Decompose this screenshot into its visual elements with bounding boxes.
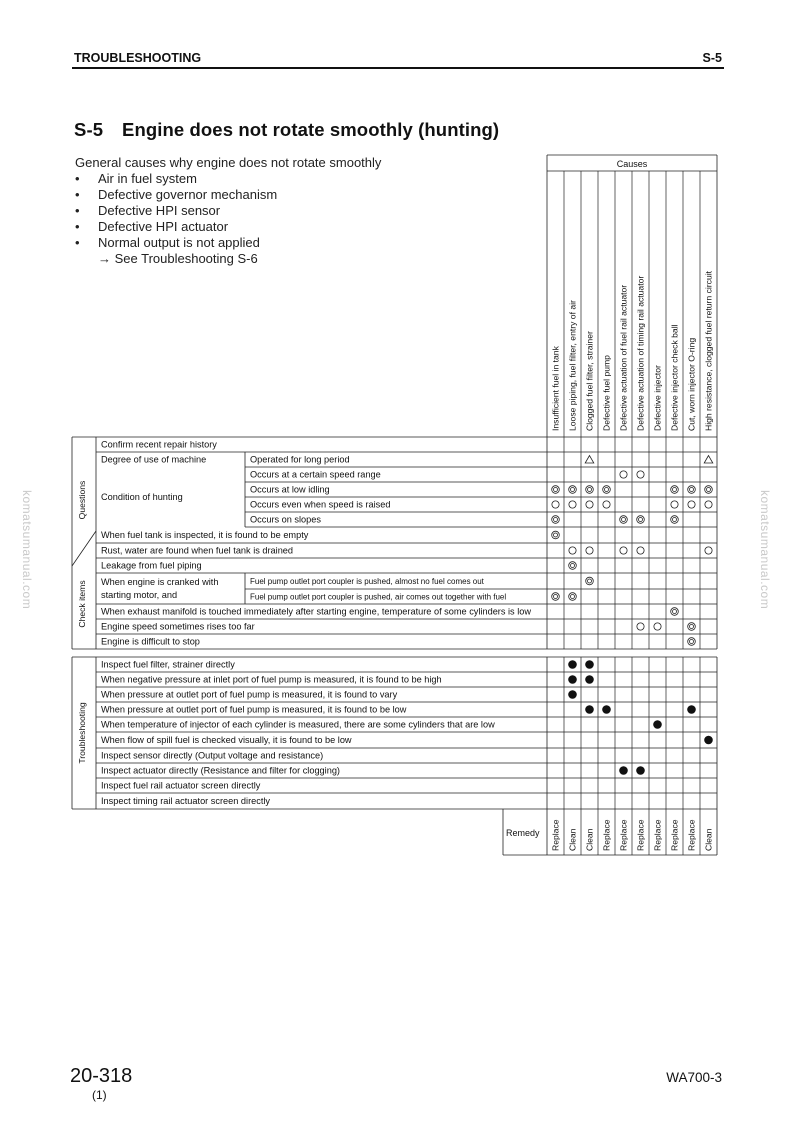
remedy-value: Clean — [584, 828, 595, 851]
likely-cause-inner-icon — [554, 595, 558, 599]
likely-cause-icon — [569, 562, 577, 570]
likely-cause-icon — [552, 593, 560, 601]
cause-item: • Defective HPI actuator — [75, 219, 229, 234]
header-page-code: S-5 — [702, 51, 722, 65]
likely-cause-icon — [688, 638, 696, 646]
troubleshooting-row-label: Inspect fuel filter, strainer directly — [101, 659, 235, 670]
remedy-value: Replace — [550, 819, 561, 851]
bullet-icon: • — [75, 219, 80, 234]
likely-cause-inner-icon — [639, 518, 643, 522]
confirmed-cause-icon — [585, 660, 594, 669]
cause-item: • Defective HPI sensor — [75, 203, 221, 218]
likely-cause-icon — [620, 516, 628, 524]
possible-cause-icon — [569, 547, 576, 554]
remedy-value: Replace — [601, 819, 612, 851]
row-label-sub: Occurs at low idling — [250, 484, 330, 495]
possible-cause-icon — [620, 471, 627, 478]
cause-column-label: Defective actuation of timing rail actuator — [635, 275, 646, 431]
likely-cause-icon — [586, 577, 594, 585]
bullet-icon: • — [75, 203, 80, 218]
watermark-right: komatsumanual.com — [758, 490, 772, 610]
confirmed-cause-icon — [653, 720, 662, 729]
row-label-main-line2: starting motor, and — [101, 590, 178, 600]
cause-column-label: High resistance, clogged fuel return circuit — [703, 270, 714, 431]
header-section-title: TROUBLESHOOTING — [74, 51, 202, 65]
troubleshooting-row-label: Inspect actuator directly (Resistance and filter for clogging) — [101, 765, 340, 776]
likely-cause-inner-icon — [690, 488, 694, 492]
likely-cause-inner-icon — [673, 488, 677, 492]
grid-line — [72, 531, 96, 566]
group-label-troubleshooting: Troubleshooting — [77, 702, 87, 764]
likely-cause-icon — [586, 486, 594, 494]
troubleshooting-row-label: When pressure at outlet port of fuel pump is measured, it is found to vary — [101, 689, 398, 700]
row-label-main: Engine is difficult to stop — [101, 636, 200, 647]
possible-cause-icon — [637, 471, 644, 478]
troubleshooting-row-label: Inspect sensor directly (Output voltage and resistance) — [101, 750, 324, 761]
title-text: Engine does not rotate smoothly (hunting) — [122, 119, 500, 140]
footer-model: WA700-3 — [666, 1070, 722, 1085]
troubleshooting-row-label: Inspect timing rail actuator screen directly — [101, 796, 271, 806]
likely-cause-icon — [552, 486, 560, 494]
likely-cause-inner-icon — [554, 518, 558, 522]
cause-column-label: Clogged fuel filter, strainer — [584, 331, 595, 431]
likely-cause-inner-icon — [588, 579, 592, 583]
likely-cause-icon — [552, 531, 560, 539]
likely-cause-icon — [671, 486, 679, 494]
likely-cause-inner-icon — [554, 533, 558, 537]
row-label-sub: Fuel pump outlet port coupler is pushed, air comes out together with fuel — [250, 592, 507, 602]
possible-cause-icon — [671, 501, 678, 508]
possible-cause-icon — [552, 501, 559, 508]
confirmed-cause-icon — [602, 705, 611, 714]
possible-cause-icon — [688, 501, 695, 508]
see-reference: → See Troubleshooting S-6 — [98, 251, 258, 266]
troubleshooting-row-label: When negative pressure at inlet port of fuel pump is measured, it is found to be high — [101, 674, 442, 685]
likely-cause-inner-icon — [673, 518, 677, 522]
cause-column-label: Loose piping, fuel filter, entry of air — [567, 300, 578, 431]
likely-cause-icon — [637, 516, 645, 524]
confirmed-cause-icon — [568, 690, 577, 699]
likely-cause-inner-icon — [571, 488, 575, 492]
likely-cause-inner-icon — [673, 610, 677, 614]
row-label-main: When engine is cranked with — [101, 577, 219, 587]
row-label-sub: Operated for long period — [250, 454, 350, 465]
remedy-value: Clean — [567, 828, 578, 851]
troubleshooting-row-label: When flow of spill fuel is checked visually, it is found to be low — [101, 735, 352, 745]
possible-cause-icon — [620, 547, 627, 554]
confirmed-cause-icon — [585, 675, 594, 684]
likely-cause-inner-icon — [554, 488, 558, 492]
possible-cause-icon — [637, 547, 644, 554]
likely-cause-inner-icon — [588, 488, 592, 492]
possible-cause-triangle-icon — [585, 456, 594, 464]
cause-column-label: Insufficient fuel in tank — [550, 346, 561, 431]
likely-cause-icon — [603, 486, 611, 494]
row-label-main: Engine speed sometimes rises too far — [101, 621, 255, 632]
row-label-main: When fuel tank is inspected, it is found to be empty — [101, 530, 309, 540]
likely-cause-inner-icon — [707, 488, 711, 492]
confirmed-cause-icon — [619, 766, 628, 775]
bullet-icon: • — [75, 187, 80, 202]
cause-column-label: Defective actuation of fuel rail actuator — [618, 284, 629, 431]
remedy-value: Clean — [703, 828, 714, 851]
footer-revision: (1) — [92, 1088, 107, 1102]
likely-cause-inner-icon — [605, 488, 609, 492]
likely-cause-inner-icon — [571, 564, 575, 568]
group-label-check-items: Check items — [77, 580, 87, 628]
row-label-sub: Fuel pump outlet port coupler is pushed, almost no fuel comes out — [250, 577, 484, 586]
likely-cause-inner-icon — [571, 595, 575, 599]
likely-cause-icon — [671, 608, 679, 616]
footer-page-number: 20-318 — [70, 1065, 133, 1087]
troubleshooting-row-label: When pressure at outlet port of fuel pump is measured, it is found to be low — [101, 704, 407, 715]
row-label-main: Leakage from fuel piping — [101, 560, 202, 571]
remedy-value: Replace — [652, 819, 663, 851]
group-label-questions: Questions — [77, 480, 87, 520]
troubleshooting-row-label: When temperature of injector of each cylinder is measured, there are some cylinders that are low — [101, 719, 495, 730]
bullet-icon: • — [75, 171, 80, 186]
title-code: S-5 — [74, 119, 104, 140]
causes-header: Causes — [616, 159, 648, 169]
possible-cause-icon — [586, 547, 593, 554]
possible-cause-icon — [654, 623, 661, 630]
cause-column-label: Defective injector — [652, 365, 663, 431]
remedy-value: Replace — [669, 819, 680, 851]
watermark-left: komatsumanual.com — [20, 490, 34, 610]
remedy-value: Replace — [618, 819, 629, 851]
confirmed-cause-icon — [636, 766, 645, 775]
likely-cause-icon — [552, 516, 560, 524]
confirmed-cause-icon — [585, 705, 594, 714]
row-label-main: Rust, water are found when fuel tank is drained — [101, 545, 294, 556]
cause-item: • Normal output is not applied — [75, 235, 260, 250]
cause-item: • Defective governor mechanism — [75, 187, 278, 202]
likely-cause-inner-icon — [690, 640, 694, 644]
row-label-main: Degree of use of machine — [101, 454, 207, 465]
likely-cause-icon — [569, 486, 577, 494]
troubleshooting-row-label: Inspect fuel rail actuator screen directly — [101, 780, 261, 791]
remedy-value: Replace — [686, 819, 697, 851]
likely-cause-inner-icon — [622, 518, 626, 522]
row-label-sub: Occurs at a certain speed range — [250, 469, 381, 480]
cause-column-label: Cut, worn injector O-ring — [686, 337, 697, 431]
likely-cause-icon — [671, 516, 679, 524]
cause-column-label: Defective injector check ball — [669, 324, 680, 431]
row-label-sub: Occurs on slopes — [250, 514, 321, 525]
general-causes-heading: General causes why engine does not rotate smoothly — [75, 155, 382, 170]
likely-cause-icon — [688, 623, 696, 631]
cause-column-label: Defective fuel pump — [601, 355, 612, 431]
possible-cause-icon — [603, 501, 610, 508]
possible-cause-icon — [586, 501, 593, 508]
possible-cause-triangle-icon — [704, 456, 713, 464]
remedy-label: Remedy — [506, 828, 540, 838]
possible-cause-icon — [637, 623, 644, 630]
possible-cause-icon — [705, 501, 712, 508]
likely-cause-icon — [688, 486, 696, 494]
confirmed-cause-icon — [568, 660, 577, 669]
bullet-icon: • — [75, 235, 80, 250]
confirmed-cause-icon — [704, 736, 713, 745]
cause-item: • Air in fuel system — [75, 171, 197, 186]
row-label-main: When exhaust manifold is touched immediately after starting engine, temperature of some cylinders is low — [101, 606, 531, 617]
likely-cause-inner-icon — [690, 625, 694, 629]
confirmed-cause-icon — [568, 675, 577, 684]
row-label-main: Confirm recent repair history — [101, 439, 217, 450]
possible-cause-icon — [705, 547, 712, 554]
possible-cause-icon — [569, 501, 576, 508]
likely-cause-icon — [705, 486, 713, 494]
row-label-main: Condition of hunting — [101, 492, 183, 502]
remedy-value: Replace — [635, 819, 646, 851]
row-label-sub: Occurs even when speed is raised — [250, 499, 391, 510]
confirmed-cause-icon — [687, 705, 696, 714]
likely-cause-icon — [569, 593, 577, 601]
